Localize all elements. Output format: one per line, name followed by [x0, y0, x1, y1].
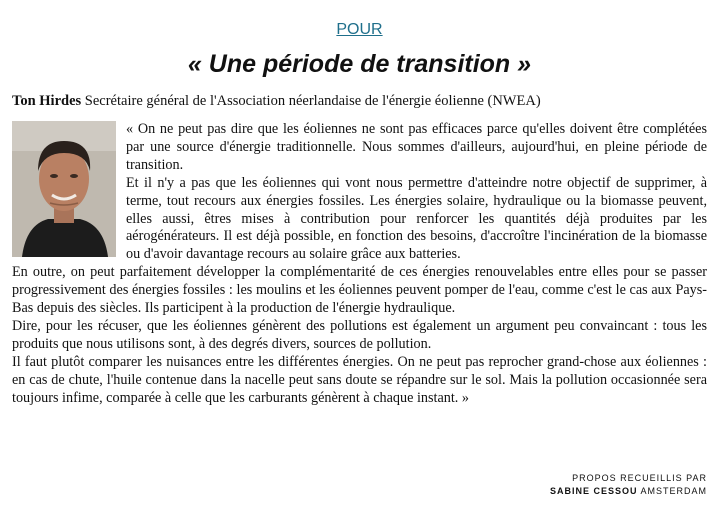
- article-body: [12, 121, 707, 408]
- paragraph: Il faut plutôt comparer les nuisances entre les différentes énergies. On ne peut pas reprocher grand-chose aux éoliennes : en cas de chute, l'huile contenue dans la nacelle peut sans doute se répandre sur le sol. Mais la pollution occasionnée sera toujours infime, comparée à celle que les carburants génèrent à chaque instant. »: [12, 353, 707, 406]
- portrait-photo: [12, 121, 116, 257]
- interview-credit: [550, 472, 707, 498]
- portrait-icon: [12, 121, 116, 257]
- byline: [12, 93, 712, 110]
- credit-author-line: [550, 485, 707, 498]
- author-role: Secrétaire général de l'Association néerlandaise de l'énergie éolienne (NWEA): [84, 93, 541, 109]
- paragraph: En outre, on peut parfaitement développer la complémentarité de ces énergies renouvelables entre elles pour se passer progressivement des énergies fossiles : les moulins et les éoliennes peuvent pomper de l'eau, comme c'est le cas aux Pays-Bas depuis des siècles. Ils participent à la production de l'énergie hydraulique.: [12, 264, 707, 317]
- credit-place: AMSTERDAM: [640, 486, 707, 496]
- author-name: Ton Hirdes: [12, 93, 82, 109]
- page-title: « Une période de transition »: [187, 50, 532, 78]
- paragraph: Dire, pour les récuser, que les éoliennes génèrent des pollutions est également un argument peu convaincant : tous les produits que nous utilisons sont, à des degrés divers, sources de pollution.: [12, 317, 707, 352]
- credit-line: PROPOS RECUEILLIS PAR: [572, 473, 707, 483]
- section-kicker-link[interactable]: POUR: [336, 21, 383, 38]
- paragraph: « On ne peut pas dire que les éoliennes ne sont pas efficaces parce qu'elles doivent être complétées par une source d'énergie traditionnelle. Nous sommes d'ailleurs, aujourd'hui, en pleine période de transition.: [126, 121, 707, 173]
- paragraph: Et il n'y a pas que les éoliennes qui vont nous permettre d'atteindre notre objectif de supprimer, à terme, tout recours aux énergies fossiles. Les énergies solaire, hydraulique ou la biomasse peuvent, elles aussi, êtres mises à contribution pour renforcer les quantités déjà produites par les aérogénérateurs. Il est déjà possible, en fonction des besoins, d'accroître l'incinération de la biomasse ou d'avoir davantage recours au solaire grâce aux batteries.: [126, 174, 707, 263]
- credit-author: SABINE CESSOU: [549, 486, 638, 496]
